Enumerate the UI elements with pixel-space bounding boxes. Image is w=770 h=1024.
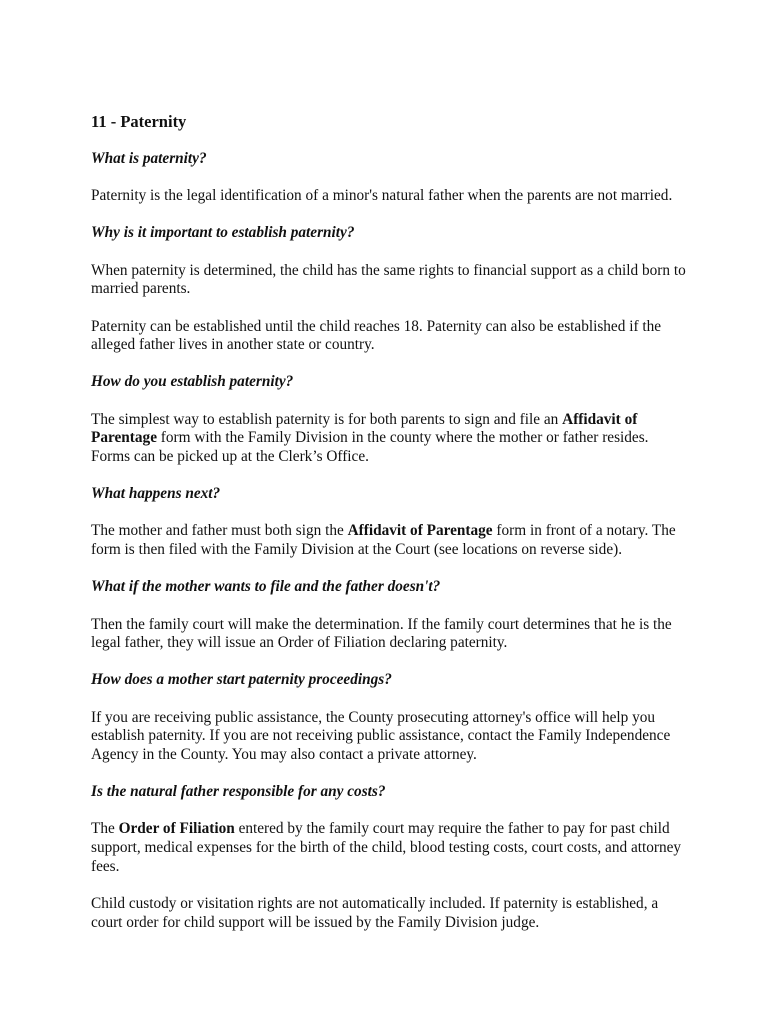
section-paragraph [91,411,691,467]
bold-term: Affidavit of Parentage [347,522,493,540]
section-question: How do you establish paternity? [91,373,294,391]
document-content [91,150,691,932]
section-paragraph [91,318,691,355]
paragraph-text: If you are receiving public assistance, the County prosecuting attorney's office will help you establish paternity. If you are not receiving public assistance, contact the Family Independence Agency in the County. You may also contact a private attorney. [91,708,671,764]
section-paragraph [91,895,691,932]
section-question: What happens next? [91,485,221,503]
bold-term: Affidavit of Parentage [91,410,638,447]
section-paragraph [91,820,691,876]
bold-term: Order of Filiation [118,820,235,838]
section-question: Why is it important to establish paternity? [91,224,355,242]
document-page [91,112,691,951]
paragraph-text: Paternity can be established until the child reaches 18. Paternity can also be established if the alleged father lives in another state or country. [91,317,662,354]
paragraph-text: form with the Family Division in the county where the mother or father resides. Forms can be picked up at the Clerk’s Office. [91,429,649,466]
section-paragraph [91,709,691,765]
section-paragraph [91,522,691,559]
section-question: Is the natural father responsible for any costs? [91,783,386,801]
section-question: What if the mother wants to file and the father doesn't? [91,578,441,596]
paragraph-text: entered by the family court may require the father to pay for past child support, medical expenses for the birth of the child, blood testing costs, court costs, and attorney fees. [91,820,682,875]
section-paragraph [91,616,691,653]
section-question: How does a mother start paternity proceedings? [91,671,392,689]
page-title: 11 - Paternity [91,112,187,131]
paragraph-text: Child custody or visitation rights are not automatically included. If paternity is established, a court order for child support will be issued by the Family Division judge. [91,895,659,931]
paragraph-text: The [91,820,119,838]
paragraph-text: The simplest way to establish paternity is for both parents to sign and file an [91,410,563,428]
paragraph-text: The mother and father must both sign the [91,522,348,540]
paragraph-text: form in front of a notary. The form is then filed with the Family Division at the Court (see locations on reverse side). [91,522,676,559]
section-paragraph [91,262,691,299]
section-paragraph [91,187,691,206]
section-question: What is paternity? [91,150,207,167]
paragraph-text: When paternity is determined, the child has the same rights to financial support as a child born to married parents. [91,261,686,298]
paragraph-text: Then the family court will make the determination. If the family court determines that he is the legal father, they will issue an Order of Filiation declaring paternity. [91,615,672,652]
paragraph-text: Paternity is the legal identification of a minor's natural father when the parents are not married. [91,187,673,205]
